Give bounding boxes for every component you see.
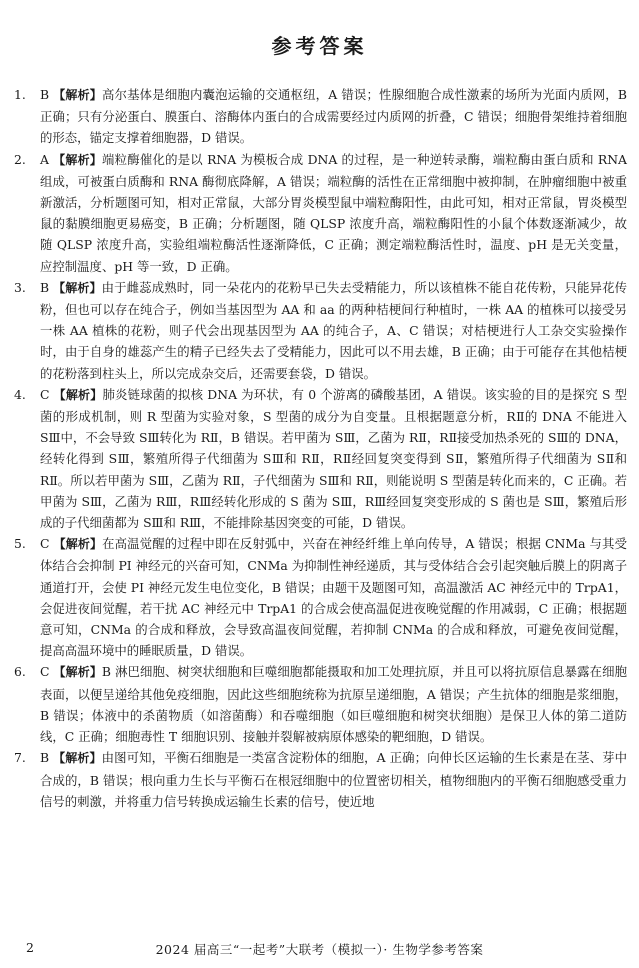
analysis-tag: 【解析】 — [53, 751, 102, 766]
answer-text: 端粒酶催化的是以 RNA 为模板合成 DNA 的过程，是一种逆转录酶，端粒酶由蛋白质和 RNA 组成，可被蛋白质酶和 RNA 酶彻底降解，A 错误；端粒酶的活性在正常细胞中被抑制，在肿瘤细胞中被重新激活，分析题图可知，相对正常鼠，大部分胃炎模型鼠中端粒酶阳性，由此可知，相对正常鼠，胃炎模型鼠的黏膜细胞更易癌变，B 正确；分析题图，随 QLSP 浓度升高，端粒酶阳性的小鼠个体数逐渐减少，故随 QLSP 浓度升高，实验组端粒酶活性逐渐降低，C 正确；测定端粒酶活性时，温度、pH 是无关变量，应控制温度、pH 等一致，D 正确。 — [40, 151, 627, 274]
answer-option: C — [40, 386, 50, 402]
answer-item — [14, 747, 627, 812]
answer-item — [14, 149, 627, 277]
answer-item — [14, 533, 627, 661]
page-title: 参考答案 — [271, 34, 368, 58]
answer-option: B — [40, 279, 50, 295]
answer-option: A — [40, 151, 49, 167]
analysis-tag: 【解析】 — [53, 152, 103, 167]
answer-text: 肺炎链球菌的拟核 DNA 为环状，有 0 个游离的磷酸基团，A 错误。该实验的目的是探究 S 型菌的形成机制，则 R 型菌为实验对象，S 型菌的成分为自变量。且根据题意分析，RⅡ的 DNA 不能进入 SⅢ中，不会导致 SⅢ转化为 RⅡ，B 错误。若甲菌为 SⅢ，乙菌为 RⅡ，RⅡ接受加热杀死的 SⅢ的 DNA，经转化得到 SⅢ，繁殖所得子代细菌为 SⅢ和 RⅡ，RⅡ经回复突变得到 SⅡ，繁殖所得子代细菌为 SⅡ和 RⅡ。所以若甲菌为 SⅢ，乙菌为 RⅡ，子代细菌为 SⅢ和 RⅡ，则能说明 S 型菌是转化而来的，C 正确。若甲菌为 SⅢ，乙菌为 RⅢ，RⅢ经转化形成的 S 菌为 SⅢ，RⅢ经回复突变形成的 S 菌也是 SⅢ，繁殖后形成的子代细菌都为 SⅢ和 RⅢ，不能排除基因突变的可能，D 错误。 — [40, 386, 627, 531]
answer-option: B — [40, 750, 50, 766]
answer-number: 6. — [14, 664, 26, 680]
answer-number: 4. — [14, 386, 26, 402]
answer-number: 2. — [14, 151, 26, 167]
answer-text: 由图可知，平衡石细胞是一类富含淀粉体的细胞，A 正确；向伸长区运输的生长素是在茎、芽中合成的，B 错误；根向重力生长与平衡石在根冠细胞中的位置密切相关，植物细胞内的平衡石细胞感受重力信号的刺激，并将重力信号转换成运输生长素的信号，使近地 — [40, 750, 627, 809]
analysis-tag: 【解析】 — [53, 280, 102, 295]
answer-text: 由于雌蕊成熟时，同一朵花内的花粉早已失去受精能力，所以该植株不能自花传粉，只能异花传粉，但也可以存在纯合子，例如当基因型为 AA 和 aa 的两种桔梗间行种植时，一株 AA 的植株可以接受另一株 AA 植株的花粉，则子代会出现基因型为 AA 的纯合子，A、C 错误；对桔梗进行人工杂交实验操作时，由于自身的雄蕊产生的精子已经失去了受精能力，因此可以不用去雄，B 正确；由于可能存在其他桔梗的花粉落到柱头上，所以完成杂交后，还需要套袋，D 错误。 — [40, 279, 627, 381]
answer-list — [14, 84, 627, 812]
answer-number: 7. — [14, 750, 26, 766]
analysis-tag: 【解析】 — [53, 88, 102, 102]
answer-number: 3. — [14, 279, 26, 295]
answer-text: 在高温觉醒的过程中即在反射弧中，兴奋在神经纤维上单向传导，A 错误；根据 CNMa 与其受体结合会抑制 PI 神经元的兴奋可知，CNMa 为抑制性神经递质，其与受体结合会引起突触后膜上的阴离子通道打开，会使 PI 神经元发生电位变化，B 错误；由题干及题图可知，高温激活 AC 神经元中的 TrpA1，会促进夜间觉醒，若干扰 AC 神经元中 TrpA1 的合成会使高温促进夜晚觉醒的作用减弱，C 正确；根据题意可知，CNMa 的合成和释放，会导致高温夜间觉醒，若抑制 CNMa 的合成和释放，可避免夜间觉醒，提高高温环境中的睡眠质量，D 错误。 — [40, 536, 627, 659]
answer-item — [14, 384, 627, 533]
footer-caption: 2024 届高三“一起考”大联考（模拟一）· 生物学参考答案 — [155, 942, 484, 957]
analysis-tag: 【解析】 — [53, 537, 103, 552]
page-number: 2 — [26, 940, 34, 955]
answer-option: B — [40, 87, 50, 102]
answer-text: 高尔基体是细胞内囊泡运输的交通枢纽，A 错误；性腺细胞合成性激素的场所为光面内质网，B 正确；只有分泌蛋白、膜蛋白、溶酶体内蛋白的合成需要经过内质网的折叠，C 错误；细胞骨架维持着细胞的形态，锚定支撑着细胞器，D 错误。 — [40, 87, 627, 146]
page-footer — [0, 940, 639, 960]
answer-number: 1. — [14, 87, 26, 102]
answer-text: B 淋巴细胞、树突状细胞和巨噬细胞都能摄取和加工处理抗原，并且可以将抗原信息暴露在细胞表面，以便呈递给其他免疫细胞，因此这些细胞统称为抗原呈递细胞，A 错误；产生抗体的细胞是浆细胞，B 错误；体液中的杀菌物质（如溶菌酶）和吞噬细胞（如巨噬细胞和树突状细胞）是保卫人体的第二道防线，C 正确；细胞毒性 T 细胞识别、接触并裂解被病原体感染的靶细胞，D 错误。 — [40, 664, 627, 745]
answer-item — [14, 84, 627, 149]
answer-number: 5. — [14, 536, 26, 552]
answer-item — [14, 277, 627, 384]
analysis-tag: 【解析】 — [53, 387, 103, 402]
analysis-tag: 【解析】 — [53, 665, 102, 680]
answer-option: C — [40, 664, 50, 680]
answer-option: C — [40, 536, 50, 552]
answer-item — [14, 661, 627, 747]
